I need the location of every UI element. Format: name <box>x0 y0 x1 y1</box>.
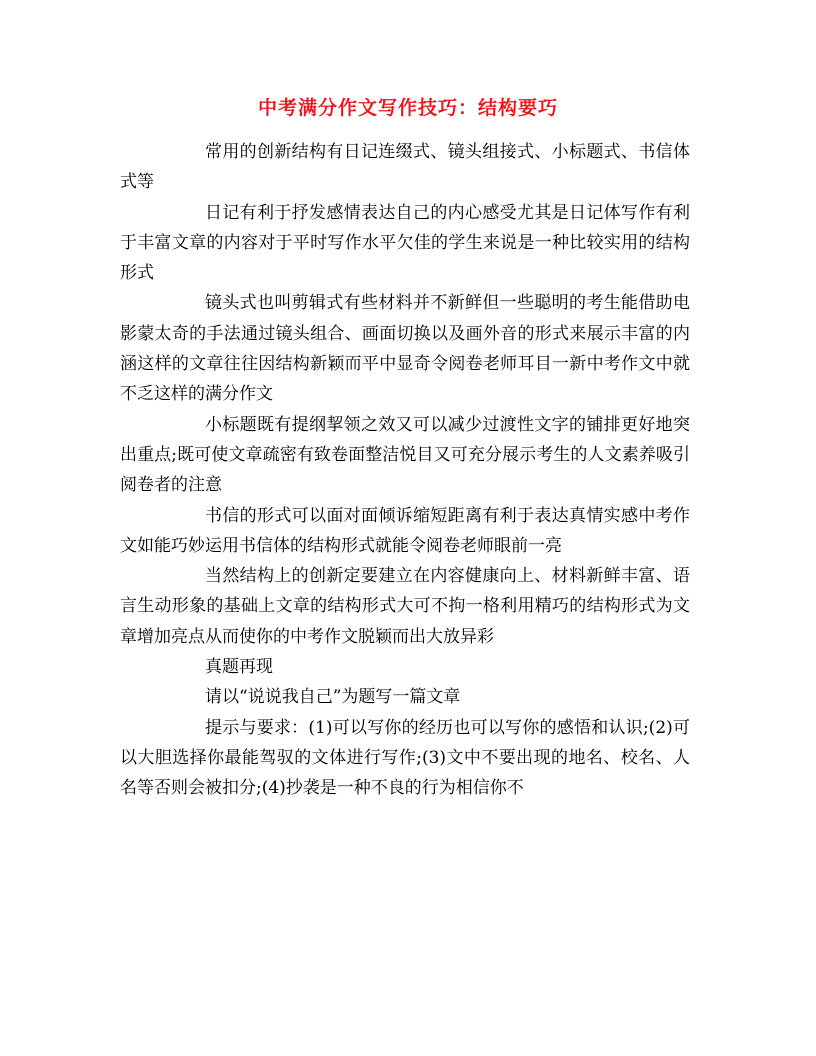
document-body <box>120 137 690 804</box>
paragraph-common-structures: 常用的创新结构有日记连缀式、镜头组接式、小标题式、书信体式等 <box>120 142 690 193</box>
paragraph-shot-style: 镜头式也叫剪辑式有些材料并不新鲜但一些聪明的考生能借助电影蒙太奇的手法通过镜头组合、画面切换以及画外音的形式来展示丰富的内涵这样的文章往往因结构新颖而平中显奇令阅卷老师耳目一新中考作文中就不乏这样的满分作文 <box>120 293 690 405</box>
section-heading-real-exam: 真题再现 <box>205 657 273 678</box>
paragraph-conclusion: 当然结构上的创新定要建立在内容健康向上、材料新鲜丰富、语言生动形象的基础上文章的结构形式大可不拘一格利用精巧的结构形式为文章增加亮点从而使你的中考作文脱颖而出大放异彩 <box>120 566 690 647</box>
paragraph-letter-style: 书信的形式可以面对面倾诉缩短距离有利于表达真情实感中考作文如能巧妙运用书信体的结构形式就能令阅卷老师眼前一亮 <box>120 505 690 556</box>
paragraph-requirements: 提示与要求：(1)可以写你的经历也可以写你的感悟和认识;(2)可以大胆选择你最能驾驭的文体进行写作;(3)文中不要出现的地名、校名、人名等否则会被扣分;(4)抄袭是一种不良的行为相信你不 <box>120 717 690 799</box>
paragraph-diary-style: 日记有利于抒发感情表达自己的内心感受尤其是日记体写作有利于丰富文章的内容对于平时写作水平欠佳的学生来说是一种比较实用的结构形式 <box>120 202 690 284</box>
paragraph-exam-prompt: 请以“说说我自己”为题写一篇文章 <box>205 687 461 708</box>
document-title: 中考满分作文写作技巧：结构要巧 <box>257 97 558 119</box>
paragraph-subtitle-style: 小标题既有提纲挈领之效又可以减少过渡性文字的铺排更好地突出重点;既可使文章疏密有致卷面整洁悦目又可充分展示考生的人文素养吸引阅卷者的注意 <box>120 414 690 496</box>
